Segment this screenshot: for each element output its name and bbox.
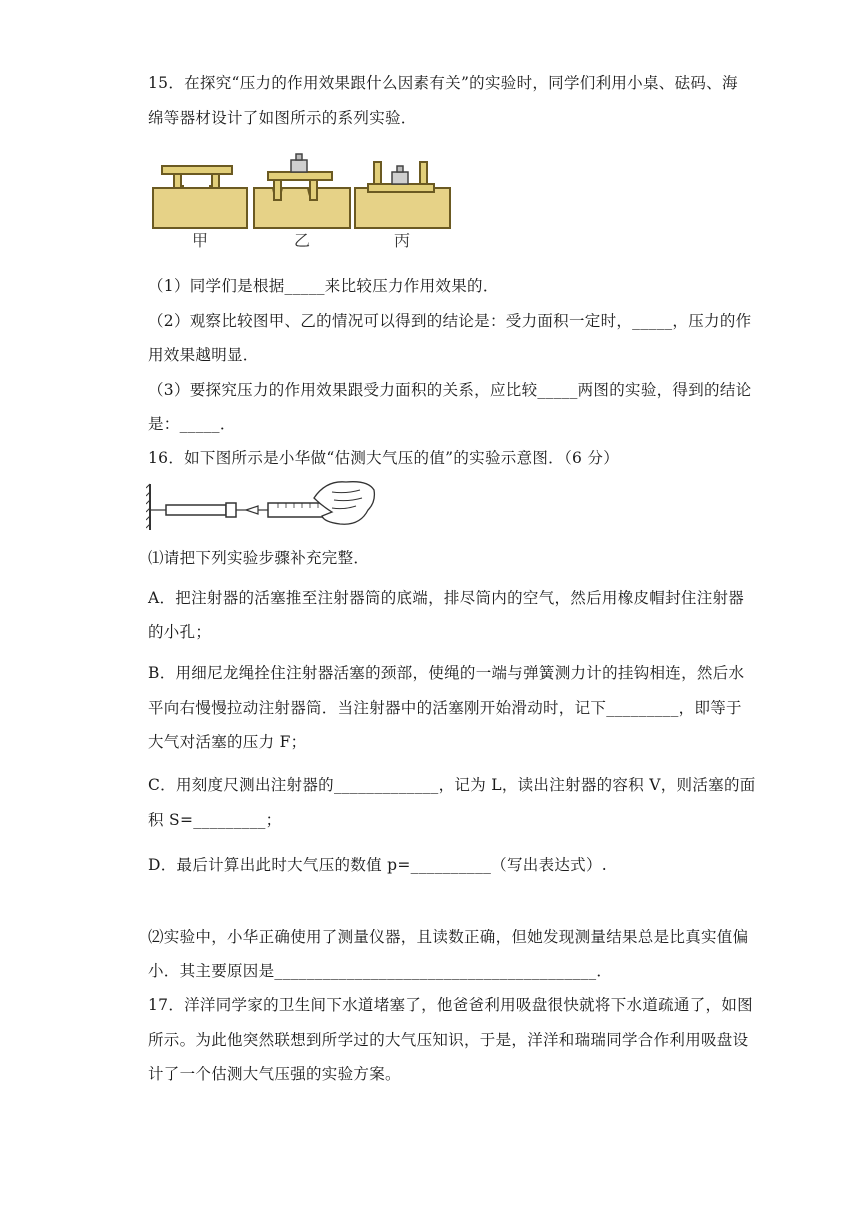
q16-step-a-line1: A．把注射器的活塞推至注射器筒的底端，排尽筒内的空气，然后用橡皮帽封住注射器 bbox=[148, 589, 745, 607]
q16-step-b-line2: 平向右慢慢拉动注射器筒．当注射器中的活塞刚开始滑动时，记下_________，即等于 bbox=[148, 699, 742, 717]
q16-step1-heading: ⑴请把下列实验步骤补充完整． bbox=[148, 549, 370, 567]
q17-line2: 所示。为此他突然联想到所学过的大气压知识，于是，洋洋和瑞瑞同学合作利用吸盘设 bbox=[148, 1031, 749, 1049]
q16-part2-line2: 小．其主要原因是________________________________________． bbox=[148, 962, 613, 980]
q16-step-c-line1: C．用刻度尺测出注射器的_____________，记为 L，读出注射器的容积 V，则活塞的面 bbox=[148, 776, 756, 794]
sponge-bing bbox=[355, 162, 450, 228]
label-bing: 丙 bbox=[393, 231, 411, 250]
q16-step-d: D．最后计算出此时大气压的数值 p=__________（写出表达式）. bbox=[148, 856, 607, 874]
q16-step-b-line3: 大气对活塞的压力 F； bbox=[148, 733, 307, 751]
sponge-experiment-figure bbox=[150, 148, 452, 250]
q16-step-b-line1: B．用细尼龙绳拴住注射器活塞的颈部，使绳的一端与弹簧测力计的挂钩相连，然后水 bbox=[148, 664, 745, 682]
q16-title: 16．如下图所示是小华做“估测大气压的值”的实验示意图．（6 分） bbox=[148, 449, 620, 467]
q15-part1: （1）同学们是根据_____来比较压力作用效果的． bbox=[148, 277, 499, 295]
q15-part3a: （3）要探究压力的作用效果跟受力面积的关系，应比较_____两图的实验，得到的结论 bbox=[148, 381, 752, 399]
q17-line1: 17．洋洋同学家的卫生间下水道堵塞了，他爸爸利用吸盘很快就将下水道疏通了，如图 bbox=[148, 996, 753, 1014]
q16-step-a-line2: 的小孔； bbox=[148, 623, 212, 641]
q15-part2a: （2）观察比较图甲、乙的情况可以得到的结论是：受力面积一定时，_____，压力的作 bbox=[148, 312, 752, 330]
q16-step-c-line2: 积 S=_________； bbox=[148, 811, 282, 829]
sponge-yi bbox=[254, 154, 350, 228]
q16-part2-line1: ⑵实验中，小华正确使用了测量仪器，且读数正确，但她发现测量结果总是比真实值偏 bbox=[148, 928, 749, 946]
q15-part3b: 是：_____． bbox=[148, 415, 236, 433]
q15-line1: 15．在探究“压力的作用效果跟什么因素有关”的实验时，同学们利用小桌、砝码、海 bbox=[148, 74, 738, 92]
q15-line2: 绵等器材设计了如图所示的系列实验． bbox=[148, 109, 417, 127]
label-yi: 乙 bbox=[293, 231, 311, 250]
label-jia: 甲 bbox=[191, 231, 209, 250]
q15-part2b: 用效果越明显． bbox=[148, 346, 259, 364]
syringe-experiment-figure bbox=[146, 476, 378, 534]
sponge-jia bbox=[153, 166, 247, 228]
q17-line3: 计了一个估测大气压强的实验方案。 bbox=[148, 1065, 401, 1083]
